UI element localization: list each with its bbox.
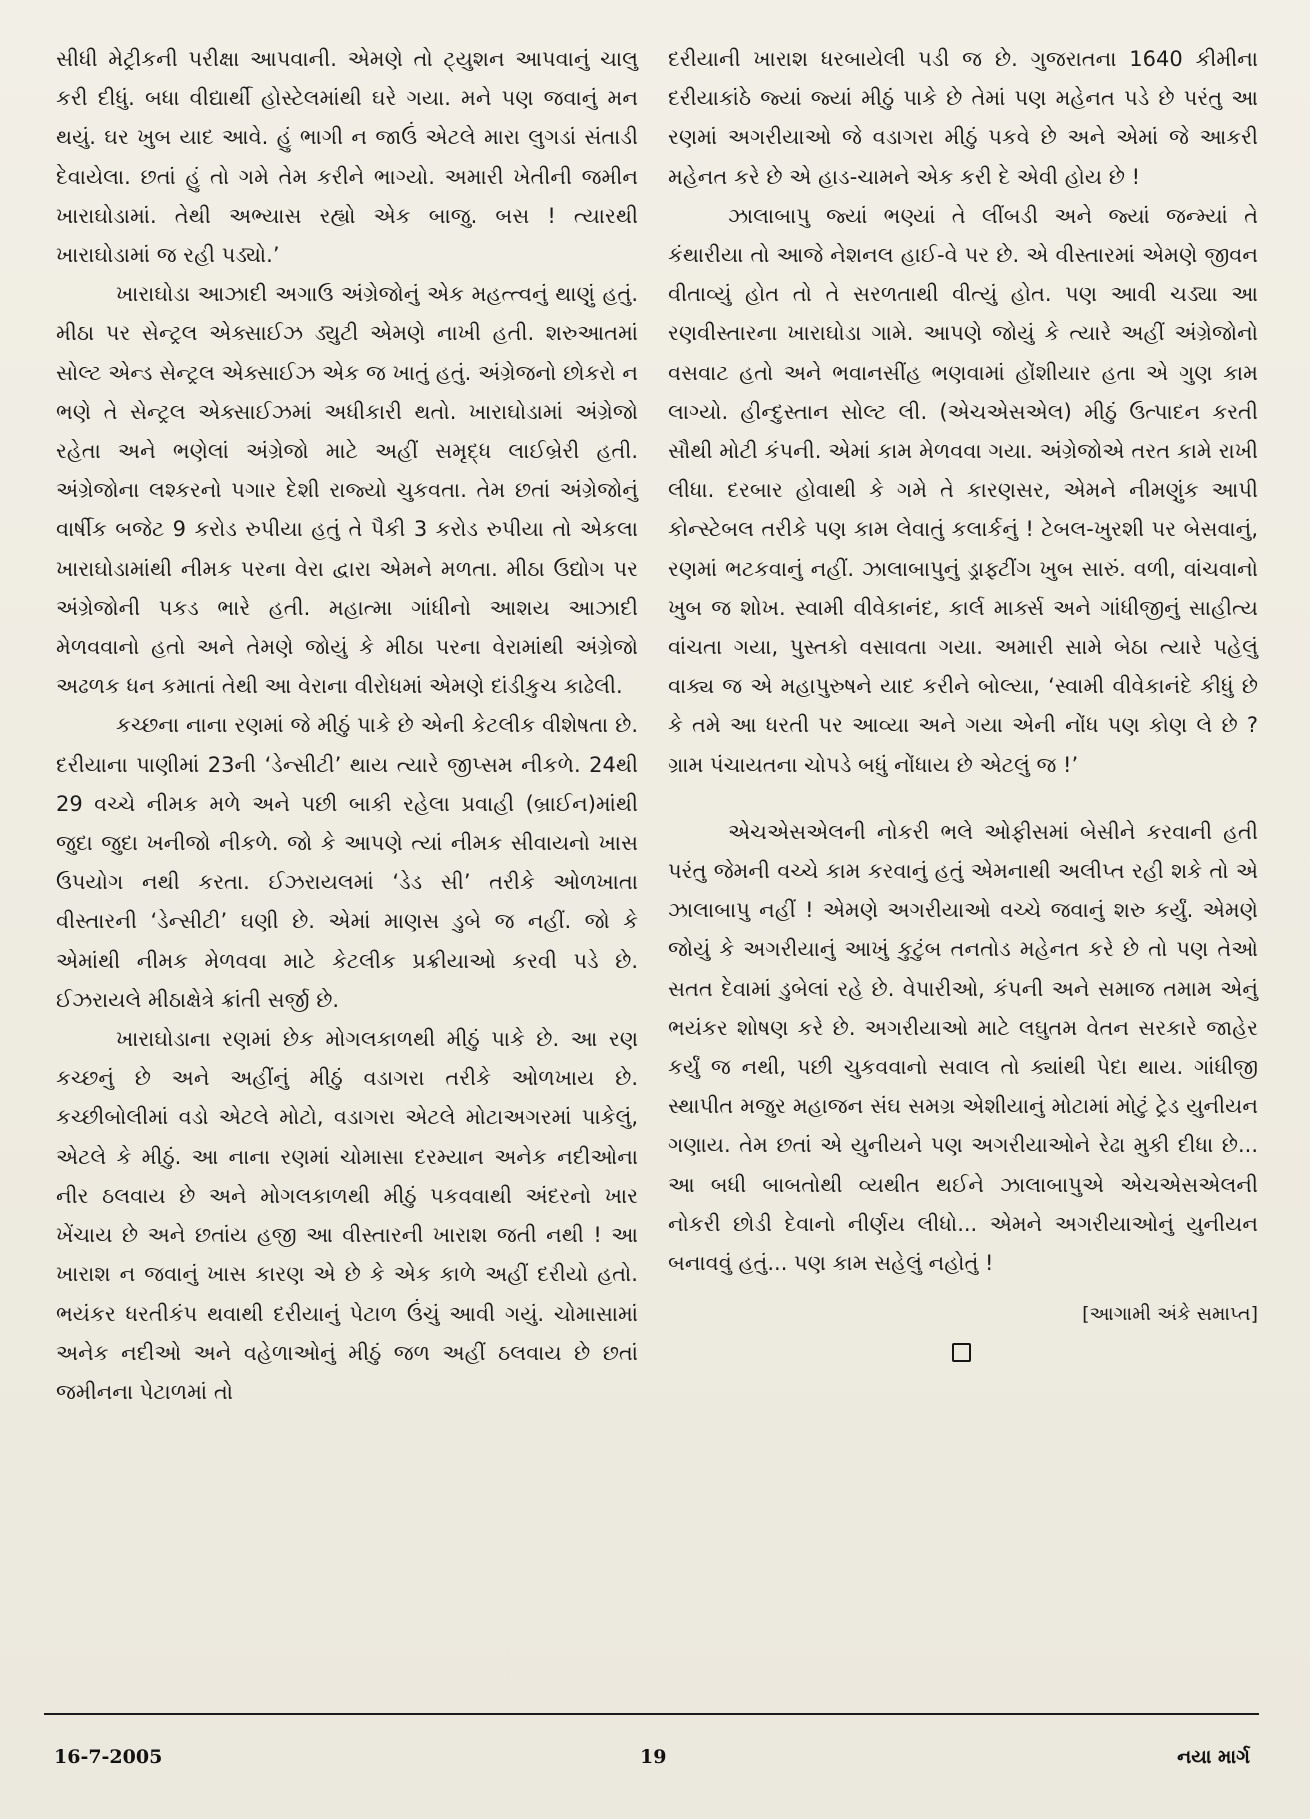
paragraph: ઝાલાબાપુ જ્યાં ભણ્યાં તે લીંબડી અને જ્યાં જન્મ્યાં તે કંથારીયા તો આજે નેશનલ હાઈ-વે પર છે. એ વીસ્તારમાં એમણે જીવન વીતાવ્યું હોત તો તે સરળતાથી વીત્યું હોત. પણ આવી ચડ્યા આ રણવીસ્તારના ખારાઘોડા ગામે. આપણે જોયું કે ત્યારે અહીં અંગ્રેજોનો વસવાટ હતો અને ભવાનસીંહ ભણવામાં હોંશીયાર હતા એ ગુણ કામ લાગ્યો. હીન્દુસ્તાન સોલ્ટ લી. (એચએસએલ) મીઠું ઉત્પાદન કરતી સૌથી મોટી કંપની. એમાં કામ મેળવવા ગયા. અંગ્રેજોએ તરત કામે રાખી લીધા. દરબાર હોવાથી કે ગમે તે કારણસર, એમને નીમણુંક આપી કોન્સ્ટેબલ તરીકે પણ કામ લેવાતું કલાર્કનું ! ટેબલ-ખુરશી પર બેસવાનું, રણમાં ભટકવાનું નહીં. ઝાલાબાપુનું ડ્રાફ્ટીંગ ખુબ સારું. વળી, વાંચવાનો ખુબ જ શોખ. સ્વામી વીવેકાનંદ, કાર્લ માર્ક્સ અને ગાંધીજીનું સાહીત્ય વાંચતા ગયા, પુસ્તકો વસાવતા ગયા. અમારી સામે બેઠા ત્યારે પહેલું વાક્ય જ એ મહાપુરુષને યાદ કરીને બોલ્યા, ‘સ્વામી વીવેકાનંદે કીધું છે કે તમે આ ધરતી પર આવ્યા અને ગયા એની નોંધ પણ કોણ લે છે ? ગ્રામ પંચાયતના ચોપડે બધું નોંધાય છે એટલું જ !’ (668, 203, 1258, 777)
paragraph: એચએસએલની નોકરી ભલે ઓફીસમાં બેસીને કરવાની હતી પરંતુ જેમની વચ્ચે કામ કરવાનું હતું એમનાથી અલીપ્ત રહી શકે તો એ ઝાલાબાપુ નહીં ! એમણે અગરીયાઓ વચ્ચે જવાનું શરુ કર્યું. એમણે જોયું કે અગરીયાનું આખું કુટુંબ તનતોડ મહેનત કરે છે તો પણ તેઓ સતત દેવામાં ડુબેલાં રહે છે. વેપારીઓ, કંપની અને સમાજ તમામ એનું ભયંકર શોષણ કરે છે. અગરીયાઓ માટે લઘુતમ વેતન સરકારે જાહેર કર્યું જ નથી, પછી ચુકવવાનો સવાલ તો ક્યાંથી પેદા થાય. ગાંધીજી સ્થાપીત મજુર મહાજન સંઘ સમગ્ર એશીયાનું મોટામાં મોટું ટ્રેડ યુનીયન ગણાય. તેમ છતાં એ યુનીયને પણ અગરીયાઓને રેઢા મુકી દીધા છે... આ બધી બાબતોથી વ્યથીત થઈને ઝાલાબાપુએ એચએસએલની નોકરી છોડી દેવાનો નીર્ણય લીધો... એમને અગરીયાઓનું યુનીયન બનાવવું હતું... પણ કામ સહેલું નહોતું ! (668, 819, 1258, 1276)
paragraph: સીધી મેટ્રીકની પરીક્ષા આપવાની. એમણે તો ટ્યુશન આપવાનું ચાલુ કરી દીધું. બધા વીદ્યાર્થી હોસ્ટેલમાંથી ઘરે ગયા. મને પણ જવાનું મન થયું. ઘર ખુબ યાદ આવે. હું ભાગી ન જાઉં એટલે મારા લુગડાં સંતાડી દેવાયેલા. છતાં હું તો ગમે તેમ કરીને ભાગ્યો. અમારી ખેતીની જમીન ખારાઘોડામાં. તેથી અભ્યાસ રહ્યો એક બાજુ. બસ ! ત્યારથી ખારાઘોડામાં જ રહી પડ્યો.’ (56, 47, 638, 268)
footer-date: 16-7-2005 (54, 1746, 163, 1768)
paragraph: ખારાઘોડા આઝાદી અગાઉ અંગ્રેજોનું એક મહત્ત્વનું થાણું હતું. મીઠા પર સેન્ટ્રલ એક્સાઈઝ ડ્યુટી એમણે નાખી હતી. શરુઆતમાં સોલ્ટ એન્ડ સેન્ટ્રલ એક્સાઈઝ એક જ ખાતું હતું. અંગ્રેજનો છોકરો ન ભણે તે સેન્ટ્રલ એક્સાઈઝમાં અધીકારી થતો. ખારાઘોડામાં અંગ્રેજો રહેતા અને ભણેલાં અંગ્રેજો માટે અહીં સમૃદ્ધ લાઈબ્રેરી હતી. અંગ્રેજોના લશ્કરનો પગાર દેશી રાજ્યો ચુકવતા. તેમ છતાં અંગ્રેજોનું વાર્ષીક બજેટ 9 કરોડ રુપીયા હતું તે પૈકી 3 કરોડ રુપીયા તો એકલા ખારાઘોડામાંથી નીમક પરના વેરા દ્વારા એમને મળતા. મીઠા ઉદ્યોગ પર અંગ્રેજોની પકડ ભારે હતી. મહાત્મા ગાંધીનો આશય આઝાદી મેળવવાનો હતો અને તેમણે જોયું કે મીઠા પરના વેરામાંથી અંગ્રેજો અઢળક ધન કમાતાં તેથી આ વેરાના વીરોધમાં એમણે દાંડીકુચ કાઢેલી. (56, 282, 638, 699)
footer-divider (44, 1713, 1259, 1715)
right-column (668, 40, 1258, 1362)
paragraph: કચ્છના નાના રણમાં જે મીઠું પાકે છે એની કેટલીક વીશેષતા છે. દરીયાના પાણીમાં 23ની ‘ડેન્સીટી’ થાય ત્યારે જીપ્સમ નીકળે. 24થી 29 વચ્ચે નીમક મળે અને પછી બાકી રહેલા પ્રવાહી (બ્રાઈન)માંથી જુદા જુદા ખનીજો નીકળે. જો કે આપણે ત્યાં નીમક સીવાયનો ખાસ ઉપયોગ નથી કરતા. ઈઝરાયલમાં ‘ડેડ સી’ તરીકે ઓળખાતા વીસ્તારની ‘ડેન્સીટી’ ઘણી છે. એમાં માણસ ડુબે જ નહીં. જો કે એમાંથી નીમક મેળવવા માટે કેટલીક પ્રક્રીયાઓ કરવી પડે છે. ઈઝરાયલે મીઠાક્ષેત્રે ક્રાંતી સર્જી છે. (56, 713, 638, 1012)
page-number: 19 (640, 1746, 667, 1768)
left-column (56, 40, 638, 1412)
continued-note: [આગામી અંકે સમાપ્ત] (1082, 1303, 1258, 1326)
end-of-article-square-icon (952, 1343, 971, 1362)
publication-name: નયા માર્ગ (1177, 1746, 1250, 1768)
paragraph: ખારાઘોડાના રણમાં છેક મોગલકાળથી મીઠું પાકે છે. આ રણ કચ્છનું છે અને અહીંનું મીઠું વડાગરા તરીકે ઓળખાય છે. કચ્છીબોલીમાં વડો એટલે મોટો, વડાગરા એટલે મોટાઅગરમાં પાકેલું, એટલે કે મીઠું. આ નાના રણમાં ચોમાસા દરમ્યાન અનેક નદીઓના નીર ઠલવાય છે અને મોગલકાળથી મીઠું પકવવાથી અંદરનો ખાર ખેંચાય છે અને છતાંય હજી આ વીસ્તારની ખારાશ જતી નથી ! આ ખારાશ ન જવાનું ખાસ કારણ એ છે કે એક કાળે અહીં દરીયો હતો. ભયંકર ધરતીકંપ થવાથી દરીયાનું પેટાળ ઉંચું આવી ગયું. ચોમાસામાં અનેક નદીઓ અને વહેળાઓનું મીઠું જળ અહીં ઠલવાય છે છતાં જમીનના પેટાળમાં તો (56, 1027, 638, 1404)
paragraph: દરીયાની ખારાશ ધરબાયેલી પડી જ છે. ગુજરાતના 1640 કીમીના દરીયાકાંઠે જ્યાં જ્યાં મીઠું પાકે છે તેમાં પણ મહેનત પડે છે પરંતુ આ રણમાં અગરીયાઓ જે વડાગરા મીઠું પકવે છે અને એમાં જે આકરી મહેનત કરે છે એ હાડ-ચામને એક કરી દે એવી હોય છે ! (668, 47, 1258, 189)
